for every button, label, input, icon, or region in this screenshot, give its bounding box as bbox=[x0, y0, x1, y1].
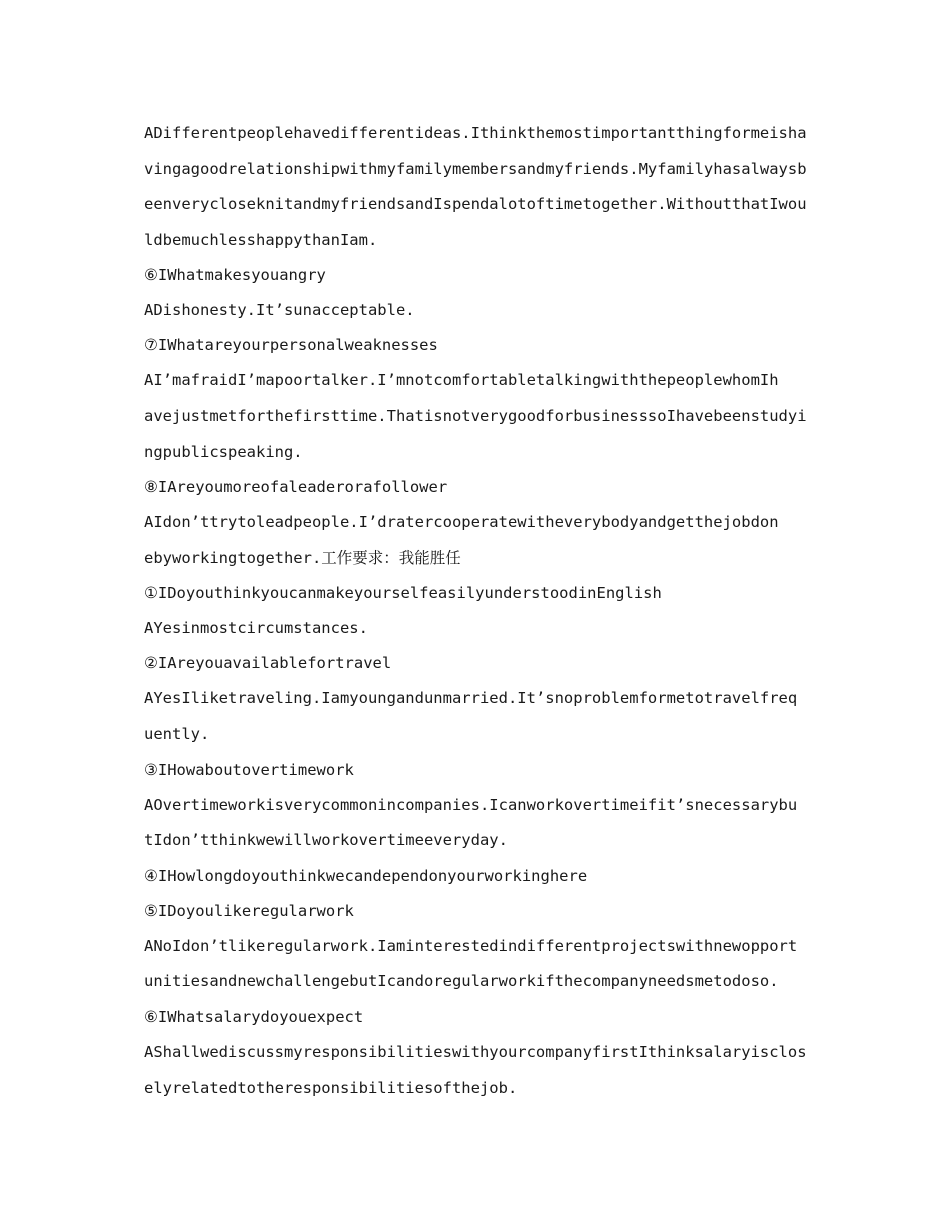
document-body bbox=[144, 116, 808, 1106]
text-line: tIdon’tthinkwewillworkovertimeeveryday. bbox=[144, 831, 508, 850]
text-line: unitiesandnewchallengebutIcandoregularworkifthecompanyneedsmetodoso. bbox=[144, 972, 779, 991]
text-line: AIdon’ttrytoleadpeople.I’dratercooperatewitheverybodyandgetthejobdon bbox=[144, 513, 779, 532]
text-line: ldbemuchlesshappythanIam. bbox=[144, 230, 378, 249]
question-line: ③IHowaboutovertimework bbox=[144, 760, 354, 779]
text-line: AYesIliketraveling.Iamyoungandunmarried.It’snoproblemformetotravelfreq bbox=[144, 689, 798, 708]
text-line: ebyworkingtogether.工作要求：我能胜任 bbox=[144, 548, 461, 567]
answer-line: ADishonesty.It’sunacceptable. bbox=[144, 301, 415, 320]
text-line: uently. bbox=[144, 724, 210, 743]
question-line: ⑦IWhatareyourpersonalweaknesses bbox=[144, 336, 438, 355]
question-line: ⑥IWhatmakesyouangry bbox=[144, 266, 326, 285]
text-line: ngpublicspeaking. bbox=[144, 442, 303, 461]
question-line: ②IAreyouavailablefortravel bbox=[144, 654, 392, 673]
answer-line: AYesinmostcircumstances. bbox=[144, 619, 368, 638]
text-line: elyrelatedtotheresponsibilitiesofthejob. bbox=[144, 1078, 518, 1097]
question-line: ⑤IDoyoulikeregularwork bbox=[144, 901, 354, 920]
question-line: ④IHowlongdoyouthinkwecandependonyourworkinghere bbox=[144, 866, 588, 885]
question-line: ①IDoyouthinkyoucanmakeyourselfeasilyunderstoodinEnglish bbox=[144, 584, 662, 603]
question-line: ⑧IAreyoumoreofaleaderorafollower bbox=[144, 478, 448, 497]
text-line: AI’mafraidI’mapoortalker.I’mnotcomfortabletalkingwiththepeoplewhomIh bbox=[144, 371, 779, 390]
text-line: avejustmetforthefirsttime.ThatisnotverygoodforbusinesssoIhavebeenstudyi bbox=[144, 406, 807, 425]
text-line: ANoIdon’tlikeregularwork.Iaminterestedindifferentprojectswithnewopport bbox=[144, 936, 798, 955]
text-line: ADifferentpeoplehavedifferentideas.Ithinkthemostimportantthingformeisha bbox=[144, 124, 807, 142]
text-line: vingagoodrelationshipwithmyfamilymembersandmyfriends.Myfamilyhasalwaysb bbox=[144, 159, 807, 178]
text-line: AOvertimeworkisverycommonincompanies.Icanworkovertimeifit’snecessarybu bbox=[144, 795, 798, 814]
text-line: AShallwediscussmyresponsibilitieswithyourcompanyfirstIthinksalaryisclos bbox=[144, 1042, 807, 1061]
question-line: ⑥IWhatsalarydoyouexpect bbox=[144, 1007, 364, 1026]
text-line: eenveryclosekn​itandmyfriendsandIspendalotoftimetogether.WithoutthatIwou bbox=[144, 195, 807, 214]
